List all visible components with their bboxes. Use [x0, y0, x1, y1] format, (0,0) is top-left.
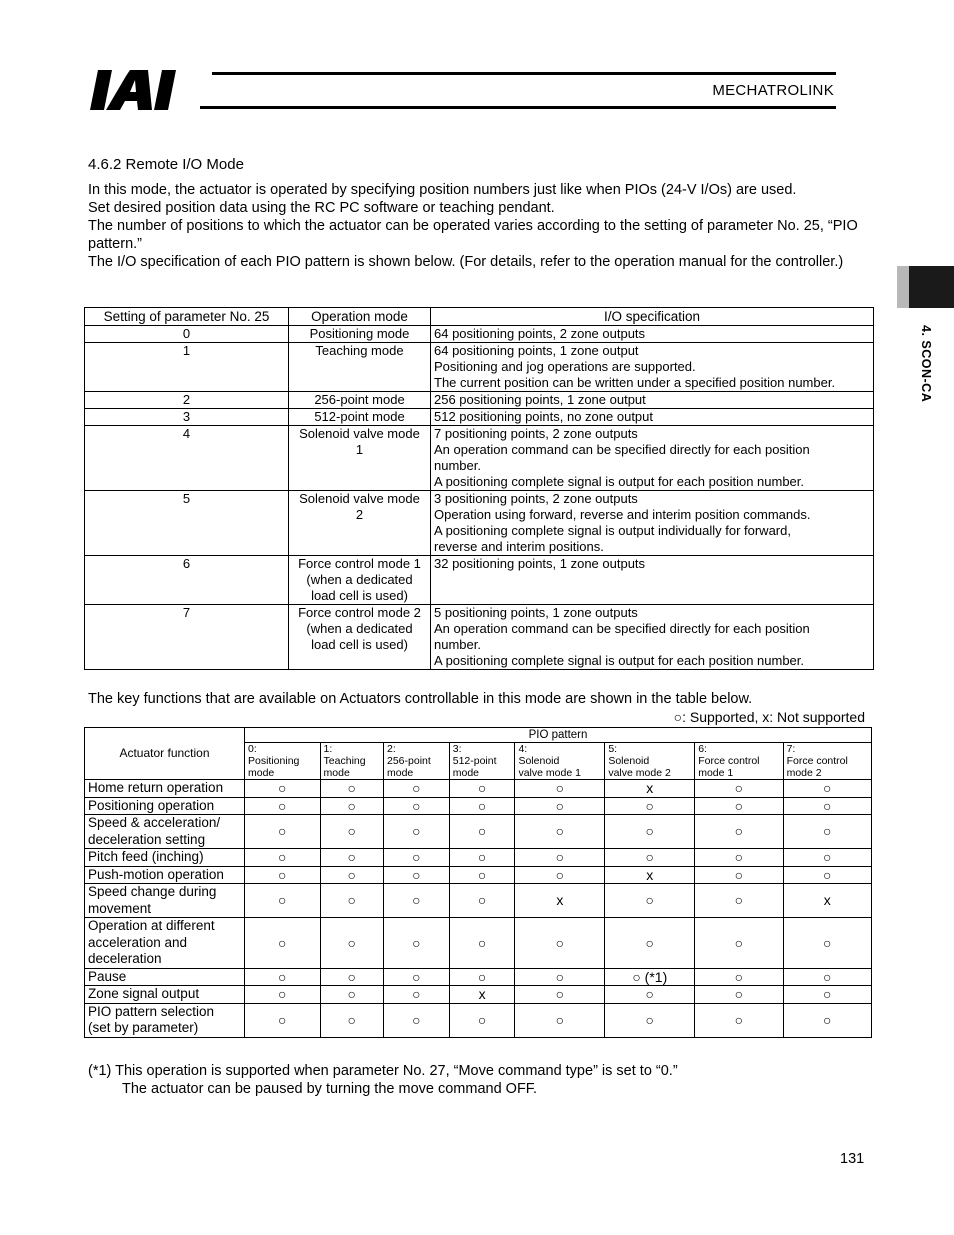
support-mark: ○ — [515, 780, 605, 798]
function-name — [85, 866, 245, 884]
page-number: 131 — [840, 1151, 865, 1167]
function-name-line: acceleration and — [88, 934, 188, 950]
spec-cell — [431, 491, 874, 556]
support-mark: ○ — [384, 815, 450, 849]
mode-line: (when a dedicated — [306, 572, 413, 587]
support-mark: ○ — [384, 797, 450, 815]
mode-cell — [289, 426, 431, 491]
function-row — [85, 866, 872, 884]
support-mark: ○ — [245, 968, 321, 986]
function-row — [85, 986, 872, 1004]
spec-line: The current position can be written under a specified position number. — [434, 375, 836, 390]
spec-line: 256 positioning points, 1 zone output — [434, 392, 646, 407]
pattern-line: valve mode 1 — [518, 767, 581, 779]
mode-line: Teaching mode — [315, 343, 404, 358]
support-mark: ○ — [320, 815, 383, 849]
function-row — [85, 968, 872, 986]
mode-cell — [289, 605, 431, 670]
mode-line: 2 — [355, 507, 364, 522]
support-mark: ○ — [384, 884, 450, 918]
mode-line: load cell is used) — [311, 588, 408, 603]
support-mark: ○ — [245, 918, 321, 969]
function-name-line: deceleration setting — [88, 831, 206, 847]
support-mark: ○ — [783, 1003, 871, 1037]
spec-line: 7 positioning points, 2 zone outputs — [434, 426, 638, 441]
pattern-line: Solenoid — [608, 755, 650, 767]
support-mark: ○ — [449, 866, 515, 884]
support-mark: ○ — [245, 866, 321, 884]
spec-cell — [431, 326, 874, 343]
function-name — [85, 918, 245, 969]
header-rule-bottom — [200, 106, 836, 109]
support-mark: ○ — [515, 797, 605, 815]
support-mark: ○ — [783, 849, 871, 867]
support-mark: ○ — [449, 780, 515, 798]
setting-cell: 2 — [85, 392, 289, 409]
function-row — [85, 849, 872, 867]
support-mark: ○ — [320, 986, 383, 1004]
header-product: MECHATROLINK — [712, 82, 834, 99]
paragraph: In this mode, the actuator is operated by specifying position numbers just like when PIOs (24-V I/Os) are used. — [88, 182, 797, 198]
function-name-line: Speed & acceleration/ — [88, 815, 221, 830]
actuator-function-header: Actuator function — [85, 728, 245, 780]
function-name-line: (set by parameter) — [88, 1020, 199, 1035]
support-mark: ○ — [384, 866, 450, 884]
function-row — [85, 815, 872, 849]
function-name-line: PIO pattern selection — [88, 1003, 215, 1019]
mode-cell — [289, 556, 431, 605]
function-name — [85, 968, 245, 986]
spec-line: Positioning and jog operations are supported. — [434, 359, 696, 374]
spec-cell — [431, 409, 874, 426]
function-name — [85, 849, 245, 867]
spec-line: A positioning complete signal is output for each position number. — [434, 653, 805, 668]
spec-line: An operation command can be specified directly for each position — [434, 621, 810, 636]
mode-line: (when a dedicated — [306, 621, 413, 636]
support-mark: ○ — [384, 780, 450, 798]
support-mark: ○ — [695, 884, 783, 918]
support-mark: ○ — [783, 986, 871, 1004]
support-mark: ○ — [783, 866, 871, 884]
pio-pattern-col-header — [605, 743, 695, 780]
support-mark: ○ — [605, 884, 695, 918]
spec-line: A positioning complete signal is output for each position number. — [434, 474, 805, 489]
io-table-row — [85, 556, 874, 605]
io-table-row — [85, 605, 874, 670]
spec-line: An operation command can be specified directly for each position — [434, 442, 810, 457]
mode-line: 256-point mode — [314, 392, 405, 407]
support-mark: ○ — [449, 815, 515, 849]
support-mark: ○ — [695, 780, 783, 798]
function-name — [85, 780, 245, 798]
function-row — [85, 1003, 872, 1037]
pattern-line: 5: — [608, 743, 618, 755]
spec-cell — [431, 426, 874, 491]
support-mark: ○ — [384, 918, 450, 969]
support-mark: ○ — [695, 797, 783, 815]
setting-cell: 6 — [85, 556, 289, 605]
paragraph: The I/O specification of each PIO pattern is shown below. (For details, refer to the operation manual for the controller.) — [88, 254, 844, 270]
support-mark: ○ — [320, 780, 383, 798]
pattern-line: 2: — [387, 743, 396, 755]
function-table-intro: The key functions that are available on Actuators controllable in this mode are shown in the table below. — [88, 691, 753, 707]
pattern-line: valve mode 2 — [608, 767, 671, 779]
support-mark: ○ — [245, 780, 321, 798]
side-tab-light — [897, 266, 909, 308]
function-name-line: deceleration — [88, 951, 162, 966]
pattern-line: 256-point — [387, 755, 431, 767]
pio-pattern-col-header — [783, 743, 871, 780]
support-mark: ○ — [695, 866, 783, 884]
support-mark: ○ — [515, 815, 605, 849]
support-mark: ○ — [695, 986, 783, 1004]
pio-pattern-col-header — [320, 743, 383, 780]
pattern-line: mode — [323, 767, 350, 779]
function-row — [85, 797, 872, 815]
function-name-line: Pause — [88, 968, 127, 984]
pattern-line: 6: — [698, 743, 707, 755]
pattern-line: Force control — [698, 755, 760, 767]
support-mark: ○ — [449, 849, 515, 867]
function-name-line: movement — [88, 900, 152, 916]
support-mark: ○ — [605, 849, 695, 867]
pio-pattern-header: PIO pattern — [245, 728, 872, 743]
support-mark: ○ — [605, 918, 695, 969]
pattern-line: mode — [248, 767, 275, 779]
pattern-line: 512-point — [452, 755, 497, 767]
mode-line: Force control mode 2 — [298, 605, 421, 620]
spec-cell — [431, 343, 874, 392]
spec-line: 64 positioning points, 2 zone outputs — [434, 326, 646, 341]
mode-line: 512-point mode — [314, 409, 405, 424]
spec-line: 3 positioning points, 2 zone outputs — [434, 491, 638, 506]
paragraph: Set desired position data using the RC PC software or teaching pendant. — [88, 200, 555, 216]
mode-cell — [289, 409, 431, 426]
spec-line: 5 positioning points, 1 zone outputs — [434, 605, 638, 620]
pattern-line: 3: — [452, 743, 462, 755]
support-mark: ○ — [449, 918, 515, 969]
support-mark: ○ — [515, 986, 605, 1004]
function-name-line: Pitch feed (inching) — [88, 849, 204, 864]
support-mark: ○ — [320, 918, 383, 969]
support-mark: x — [605, 866, 695, 884]
pio-pattern-col-header — [384, 743, 450, 780]
support-mark: ○ — [515, 968, 605, 986]
support-mark: ○ — [245, 884, 321, 918]
support-mark: ○ — [320, 797, 383, 815]
mode-cell — [289, 343, 431, 392]
support-mark: ○ — [320, 866, 383, 884]
support-mark: ○ (*1) — [605, 968, 695, 986]
pattern-line: 0: — [248, 743, 257, 755]
spec-line: A positioning complete signal is output individually for forward, — [434, 523, 791, 538]
support-mark: ○ — [695, 968, 783, 986]
support-mark: ○ — [320, 1003, 383, 1037]
mode-line: load cell is used) — [311, 637, 408, 652]
setting-cell: 5 — [85, 491, 289, 556]
support-mark: x — [605, 780, 695, 798]
support-mark: ○ — [515, 1003, 605, 1037]
header-rule-top — [212, 72, 836, 75]
support-mark: x — [783, 884, 871, 918]
support-mark: ○ — [449, 797, 515, 815]
mode-line: Solenoid valve mode — [299, 426, 420, 441]
side-tab-label: 4. SCON-CA — [919, 325, 933, 403]
pattern-line: mode — [387, 767, 414, 779]
support-mark: ○ — [605, 986, 695, 1004]
mode-line: Positioning mode — [309, 326, 410, 341]
function-name-line: Home return operation — [88, 780, 224, 795]
io-table-row — [85, 392, 874, 409]
spec-line: 512 positioning points, no zone output — [434, 409, 654, 424]
side-tab-dark — [909, 266, 954, 308]
support-mark: ○ — [384, 986, 450, 1004]
col-header-setting: Setting of parameter No. 25 — [85, 308, 289, 326]
support-mark: ○ — [245, 986, 321, 1004]
function-name-line: Operation at different — [88, 918, 215, 933]
support-mark: ○ — [695, 815, 783, 849]
support-mark: ○ — [783, 815, 871, 849]
pattern-line: Teaching — [323, 755, 366, 767]
pattern-line: mode 2 — [786, 767, 822, 779]
support-mark: ○ — [515, 918, 605, 969]
function-name — [85, 986, 245, 1004]
support-mark: ○ — [515, 866, 605, 884]
support-mark: ○ — [605, 1003, 695, 1037]
function-row — [85, 884, 872, 918]
io-table-row — [85, 409, 874, 426]
support-mark: ○ — [605, 797, 695, 815]
legend: ○: Supported, x: Not supported — [673, 709, 865, 725]
support-mark: ○ — [449, 1003, 515, 1037]
mode-cell — [289, 326, 431, 343]
support-mark: ○ — [245, 815, 321, 849]
spec-line: 32 positioning points, 1 zone outputs — [434, 556, 646, 571]
mode-cell — [289, 491, 431, 556]
support-mark: ○ — [384, 968, 450, 986]
io-table-row — [85, 343, 874, 392]
pattern-line: Positioning — [248, 755, 300, 767]
spec-line: number. — [434, 637, 481, 652]
spec-cell — [431, 605, 874, 670]
function-name — [85, 884, 245, 918]
support-mark: ○ — [384, 849, 450, 867]
footnote-line-1: (*1) This operation is supported when parameter No. 27, “Move command type” is set to “0.” — [88, 1063, 678, 1079]
function-name — [85, 797, 245, 815]
support-mark: ○ — [783, 968, 871, 986]
setting-cell: 3 — [85, 409, 289, 426]
setting-cell: 4 — [85, 426, 289, 491]
col-header-spec: I/O specification — [431, 308, 874, 326]
paragraph: The number of positions to which the actuator can be operated varies according to the setting of parameter No. 25, “PIO pattern.” — [88, 218, 858, 252]
pattern-line: Force control — [786, 755, 848, 767]
pattern-line: mode 1 — [698, 767, 734, 779]
support-mark: ○ — [695, 849, 783, 867]
support-mark: ○ — [384, 1003, 450, 1037]
function-name-line: Positioning operation — [88, 797, 215, 813]
footnote-line-2: The actuator can be paused by turning the move command OFF. — [122, 1081, 538, 1097]
section-title: 4.6.2 Remote I/O Mode — [88, 156, 244, 173]
setting-cell: 0 — [85, 326, 289, 343]
spec-line: number. — [434, 458, 481, 473]
support-mark: ○ — [783, 780, 871, 798]
support-mark: ○ — [515, 849, 605, 867]
function-row — [85, 918, 872, 969]
support-mark: ○ — [695, 1003, 783, 1037]
spec-cell — [431, 556, 874, 605]
mode-line: 1 — [355, 442, 364, 457]
support-mark: ○ — [449, 968, 515, 986]
setting-cell: 1 — [85, 343, 289, 392]
function-table — [84, 727, 872, 1038]
support-mark: ○ — [320, 968, 383, 986]
function-name-line: Zone signal output — [88, 986, 200, 1001]
spec-cell — [431, 392, 874, 409]
io-table-row — [85, 326, 874, 343]
pattern-line: 4: — [518, 743, 528, 755]
io-spec-table — [84, 307, 874, 670]
iai-logo — [90, 70, 202, 110]
function-name — [85, 1003, 245, 1037]
support-mark: ○ — [245, 1003, 321, 1037]
mode-line: Force control mode 1 — [298, 556, 421, 571]
mode-line: Solenoid valve mode — [299, 491, 420, 506]
support-mark: ○ — [783, 797, 871, 815]
support-mark: ○ — [245, 797, 321, 815]
pio-pattern-col-header — [515, 743, 605, 780]
spec-line: 64 positioning points, 1 zone output — [434, 343, 639, 358]
support-mark: ○ — [783, 918, 871, 969]
pio-pattern-col-header — [695, 743, 783, 780]
col-header-mode: Operation mode — [289, 308, 431, 326]
pattern-line: mode — [452, 767, 479, 779]
setting-cell: 7 — [85, 605, 289, 670]
support-mark: ○ — [605, 815, 695, 849]
support-mark: ○ — [320, 849, 383, 867]
function-name-line: Push-motion operation — [88, 866, 224, 882]
pattern-line: Solenoid — [518, 755, 560, 767]
support-mark: ○ — [320, 884, 383, 918]
io-table-row — [85, 426, 874, 491]
pattern-line: 7: — [786, 743, 796, 755]
function-name-line: Speed change during — [88, 884, 217, 899]
function-name — [85, 815, 245, 849]
pio-pattern-col-header — [245, 743, 321, 780]
pio-pattern-col-header — [449, 743, 515, 780]
support-mark: ○ — [449, 884, 515, 918]
support-mark: x — [449, 986, 515, 1004]
function-row — [85, 780, 872, 798]
support-mark: x — [515, 884, 605, 918]
io-table-row — [85, 491, 874, 556]
mode-cell — [289, 392, 431, 409]
pattern-line: 1: — [323, 743, 333, 755]
support-mark: ○ — [695, 918, 783, 969]
spec-line: reverse and interim positions. — [434, 539, 604, 554]
support-mark: ○ — [245, 849, 321, 867]
spec-line: Operation using forward, reverse and interim position commands. — [434, 507, 811, 522]
